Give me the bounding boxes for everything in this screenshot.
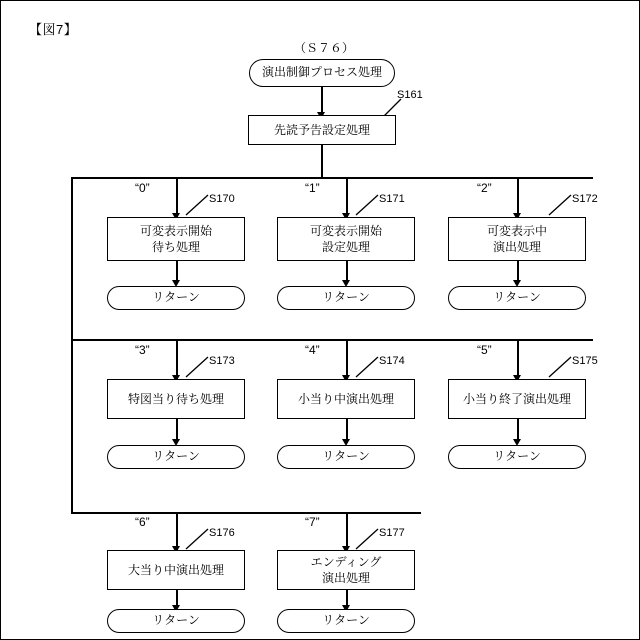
connector-s173-return [176, 419, 178, 441]
node-s176: 大当り中演出処理 [107, 550, 245, 590]
figure-label: 【図7】 [29, 22, 78, 37]
tag-s175: S175 [572, 355, 598, 367]
bus-row-1 [71, 177, 593, 179]
branch-key-4: “4” [305, 343, 320, 357]
bus-row-2 [71, 339, 593, 341]
tag-s173: S173 [209, 355, 235, 367]
connector-branch-1 [346, 177, 348, 217]
node-return-2: リターン [448, 286, 586, 310]
tag-s177: S177 [379, 527, 405, 539]
connector-s161-to-bus [321, 145, 323, 177]
tag-s176: S176 [209, 527, 235, 539]
node-return-6: リターン [107, 609, 245, 633]
node-s177: エンディング 演出処理 [277, 550, 415, 590]
branch-key-1: “1” [305, 181, 320, 195]
node-return-4: リターン [277, 445, 415, 469]
branch-key-6: “6” [135, 515, 150, 529]
node-s161: 先読予告設定処理 [248, 115, 396, 145]
connector-branch-6 [176, 512, 178, 550]
node-s173: 特図当り待ち処理 [107, 379, 245, 419]
connector-branch-4 [346, 339, 348, 379]
connector-branch-3 [176, 339, 178, 379]
connector-s175-return [517, 419, 519, 441]
top-step-number: （Ｓ７６） [294, 41, 355, 55]
node-s171: 可変表示開始 設定処理 [277, 217, 415, 261]
tag-s171: S171 [379, 193, 405, 205]
branch-key-5: “5” [477, 343, 492, 357]
node-return-7: リターン [277, 609, 415, 633]
node-s175: 小当り終了演出処理 [448, 379, 586, 419]
bus-row-3 [71, 512, 421, 514]
branch-key-3: “3” [135, 343, 150, 357]
connector-branch-5 [517, 339, 519, 379]
node-return-5: リターン [448, 445, 586, 469]
branch-key-2: “2” [477, 181, 492, 195]
node-return-3: リターン [107, 445, 245, 469]
tag-s161: S161 [397, 89, 423, 101]
tag-s172: S172 [572, 193, 598, 205]
node-return-1: リターン [277, 286, 415, 310]
node-s174: 小当り中演出処理 [277, 379, 415, 419]
left-spine [71, 177, 73, 512]
connector-branch-7 [346, 512, 348, 550]
branch-key-0: “0” [135, 181, 150, 195]
branch-key-7: “7” [305, 515, 320, 529]
node-return-0: リターン [107, 286, 245, 310]
connector-s174-return [346, 419, 348, 441]
tag-s174: S174 [379, 355, 405, 367]
connector-branch-0 [176, 177, 178, 217]
tag-s170: S170 [209, 193, 235, 205]
connector-root-to-s161 [321, 87, 323, 114]
node-s172: 可変表示中 演出処理 [448, 217, 586, 261]
connector-branch-2 [517, 177, 519, 217]
node-s170: 可変表示開始 待ち処理 [107, 217, 245, 261]
node-process-title: 演出制御プロセス処理 [249, 59, 395, 87]
